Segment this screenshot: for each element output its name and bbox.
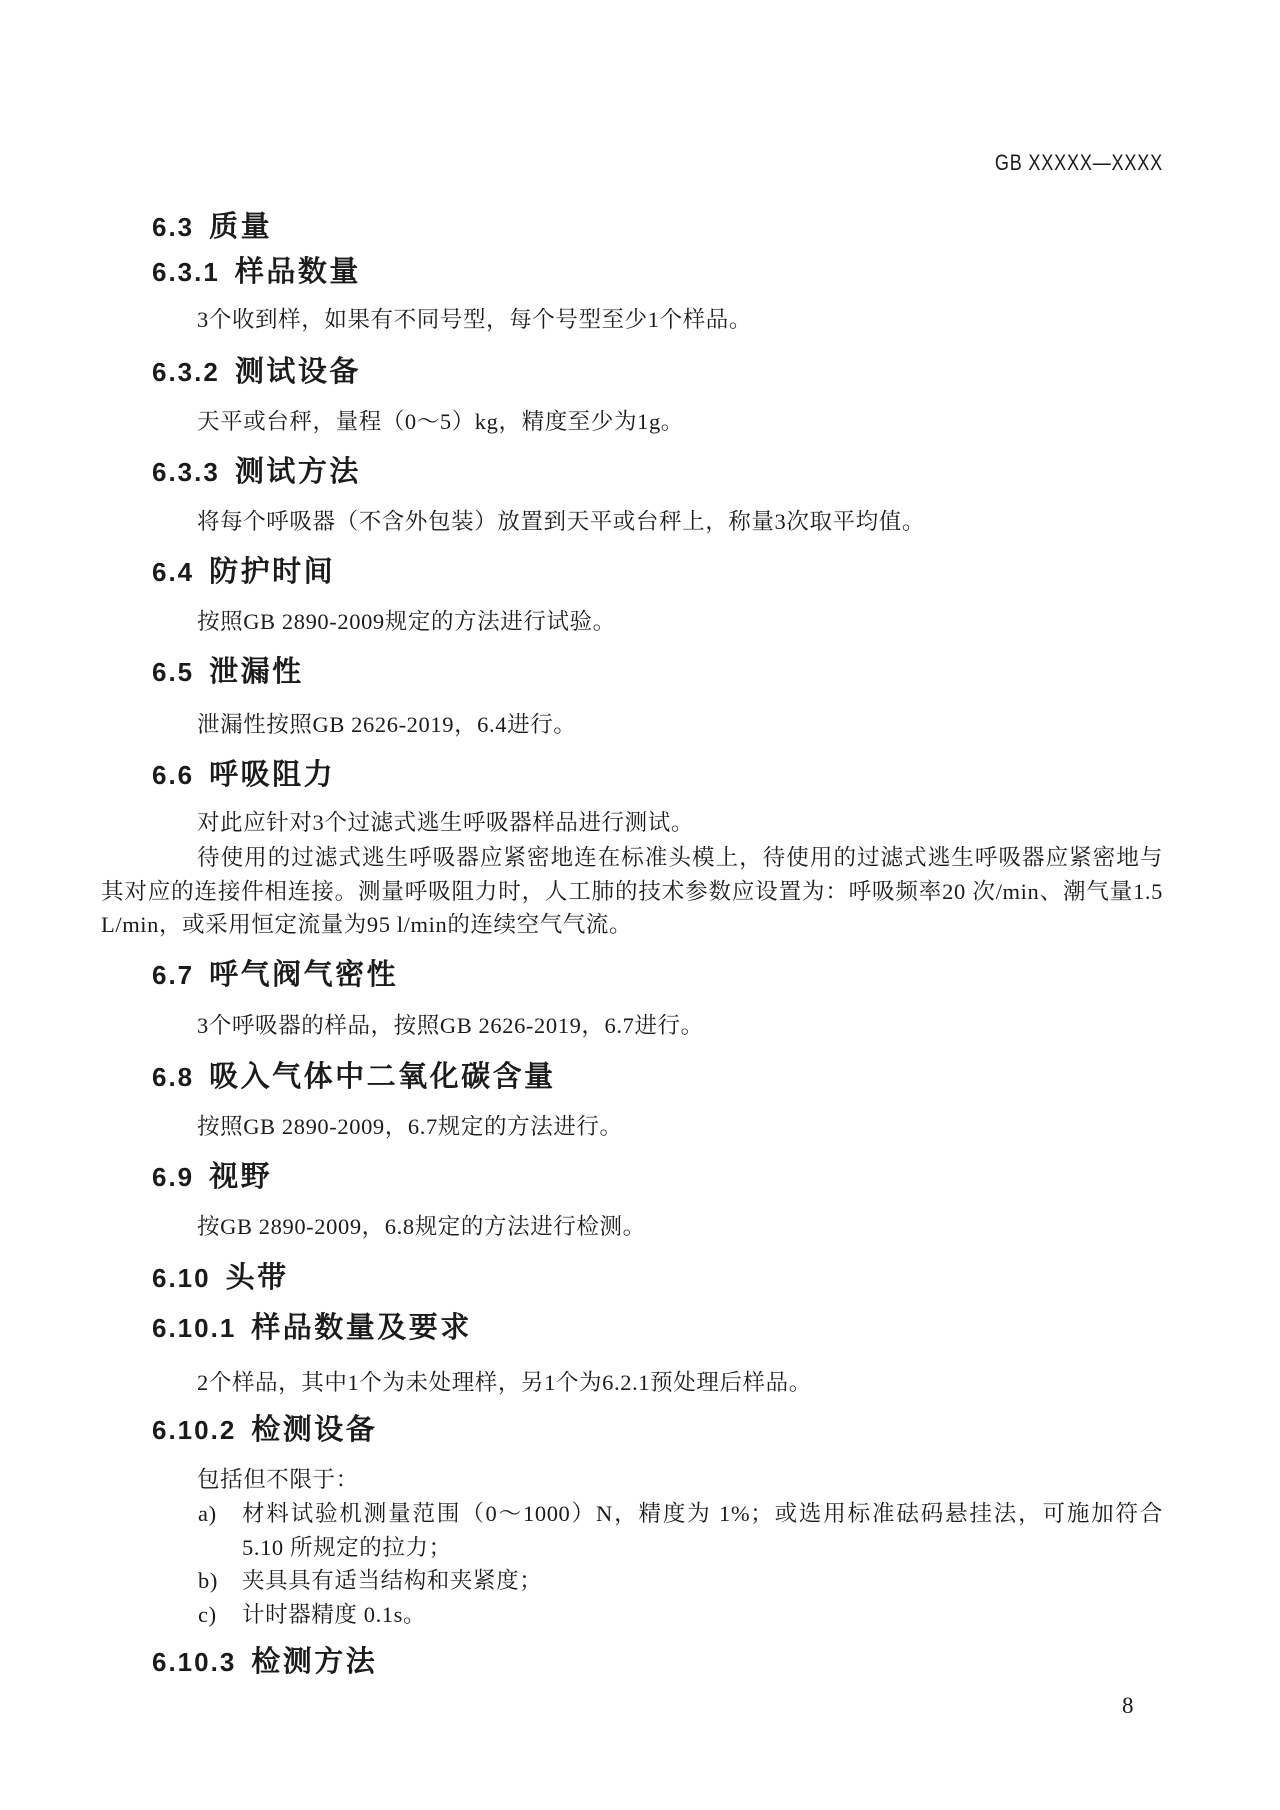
paragraph: 包括但不限于： (197, 1467, 359, 1492)
section-title: 防护时间 (209, 556, 336, 588)
section-title: 测试方法 (234, 456, 361, 488)
paragraph: 待使用的过滤式逃生呼吸器应紧密地连在标准头模上，待使用的过滤式逃生呼吸器应紧密地与其对应的连接件相连接。测量呼吸阻力时，人工肺的技术参数应设置为：呼吸频率20 次/min、潮气量1.5 L/min，或采用恒定流量为95 l/min的连续空气气流。 (101, 845, 1163, 937)
paragraph: 2个样品，其中1个为未处理样，另1个为6.2.1预处理后样品。 (197, 1370, 812, 1395)
section-title: 呼气阀气密性 (209, 959, 399, 991)
section-heading-6-7 (152, 955, 398, 995)
list-item-b (101, 1564, 1163, 1598)
section-title: 吸入气体中二氧化碳含量 (209, 1061, 556, 1093)
section-number: 6.3.3 (152, 457, 220, 487)
section-title: 质量 (209, 211, 273, 243)
paragraph: 按GB 2890-2009，6.8规定的方法进行检测。 (197, 1214, 646, 1239)
list-marker: c) (198, 1602, 217, 1627)
section-heading-6-3-3 (152, 452, 361, 492)
section-title: 视野 (209, 1161, 273, 1193)
list-item-text: 材料试验机测量范围（0～1000）N，精度为 1%；或选用标准砝码悬挂法，可施加符合 5.10 所规定的拉力； (242, 1501, 1163, 1560)
list-item-c (101, 1598, 1163, 1632)
paragraph: 3个收到样，如果有不同号型，每个号型至少1个样品。 (197, 307, 753, 332)
section-number: 6.9 (152, 1162, 195, 1192)
section-number: 6.3.2 (152, 357, 220, 387)
section-number: 6.10 (152, 1263, 211, 1293)
section-title: 检测设备 (251, 1414, 378, 1446)
section-number: 6.3.1 (152, 257, 220, 287)
section-heading-6-6 (152, 755, 335, 795)
section-number: 6.7 (152, 960, 195, 990)
list-marker: b) (198, 1568, 218, 1593)
list-item-a (101, 1497, 1163, 1564)
section-heading-6-4 (152, 552, 335, 592)
section-heading-6-10 (152, 1258, 289, 1298)
paragraph: 按照GB 2890-2009规定的方法进行试验。 (197, 609, 616, 634)
section-number: 6.10.3 (152, 1647, 237, 1677)
list-item-text: 计时器精度 0.1s。 (242, 1602, 427, 1627)
section-number: 6.5 (152, 657, 195, 687)
section-number: 6.10.2 (152, 1415, 237, 1445)
paragraph: 对此应针对3个过滤式逃生呼吸器样品进行测试。 (197, 810, 694, 835)
section-title: 泄漏性 (209, 656, 304, 688)
section-heading-6-10-2 (152, 1410, 377, 1450)
paragraph: 泄漏性按照GB 2626-2019，6.4进行。 (197, 712, 577, 737)
page-header-standard-code: GB XXXXX—XXXX (994, 150, 1163, 175)
section-heading-6-3 (152, 207, 272, 247)
section-heading-6-10-3 (152, 1642, 377, 1682)
section-number: 6.10.1 (152, 1313, 237, 1343)
list-marker: a) (198, 1501, 217, 1526)
section-title: 样品数量及要求 (251, 1312, 472, 1344)
page-number: 8 (1122, 1693, 1134, 1718)
section-title: 样品数量 (234, 256, 361, 288)
section-heading-6-3-1 (152, 252, 361, 292)
section-heading-6-3-2 (152, 352, 361, 392)
paragraph: 天平或台秤，量程（0～5）kg，精度至少为1g。 (197, 409, 684, 434)
section-number: 6.8 (152, 1062, 195, 1092)
section-heading-6-9 (152, 1157, 272, 1197)
section-number: 6.6 (152, 760, 195, 790)
paragraph: 将每个呼吸器（不含外包装）放置到天平或台秤上，称量3次取平均值。 (197, 509, 925, 534)
section-number: 6.3 (152, 212, 195, 242)
list-item-text: 夹具具有适当结构和夹紧度； (242, 1568, 543, 1593)
section-heading-6-8 (152, 1057, 556, 1097)
section-title: 测试设备 (234, 356, 361, 388)
section-title: 头带 (225, 1262, 289, 1294)
section-number: 6.4 (152, 557, 195, 587)
section-heading-6-5 (152, 652, 304, 692)
paragraph: 3个呼吸器的样品，按照GB 2626-2019，6.7进行。 (197, 1013, 704, 1038)
section-heading-6-10-1 (152, 1308, 472, 1348)
section-title: 呼吸阻力 (209, 759, 336, 791)
paragraph: 按照GB 2890-2009，6.7规定的方法进行。 (197, 1114, 623, 1139)
section-title: 检测方法 (251, 1646, 378, 1678)
